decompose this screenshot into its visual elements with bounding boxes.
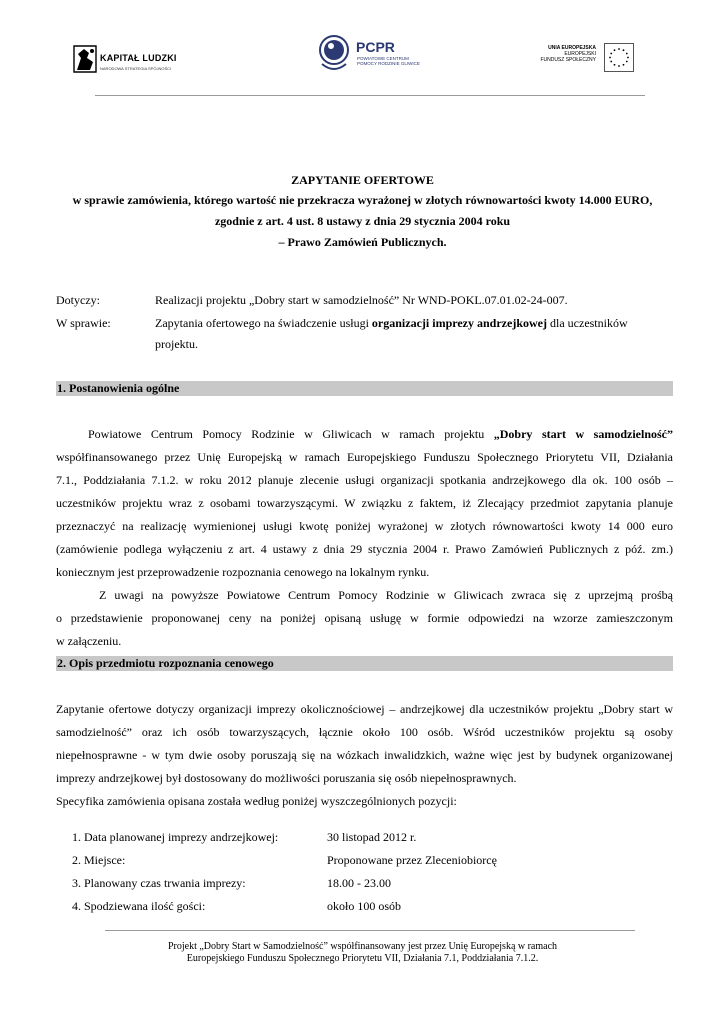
s1-p1-line2: współfinansowanego przez Unię Europejską w ramach Europejskiego Funduszu Społecznego Priorytetu VII, Działania bbox=[56, 450, 673, 464]
kapital-ludzki-subtitle: NARODOWA STRATEGIA SPÓJNOŚCI bbox=[100, 66, 172, 71]
dotyczy-label: Dotyczy: bbox=[56, 293, 100, 307]
section2-heading: 2. Opis przedmiotu rozpoznania cenowego bbox=[56, 656, 673, 671]
s1-p1-line1-bold: „Dobry start w samodzielność” bbox=[493, 427, 674, 441]
s1-p2-line3: w załączeniu. bbox=[56, 634, 122, 648]
title-line-4: – Prawo Zamówień Publicznych. bbox=[278, 235, 447, 249]
eu-flag-icon bbox=[604, 43, 634, 72]
s1-p1-line1-text: Powiatowe Centrum Pomocy Rodzinie w Gliwicach w ramach projektu bbox=[88, 427, 494, 441]
ue-line2: EUROPEJSKI bbox=[564, 51, 596, 57]
s1-p1-line4: uczestników projektu wraz z osobami towarzyszącymi. W związku z faktem, iż Zlecający przedmiot zapytania planuje bbox=[56, 496, 673, 510]
title-line-2: w sprawie zamówienia, którego wartość nie przekracza wyrażonej w złotych równowartości kwoty 14.000 EURO, bbox=[72, 193, 653, 207]
sprawie-value-line2: projektu. bbox=[155, 337, 198, 351]
pcpr-title: PCPR bbox=[356, 39, 395, 55]
s2-p1-line2: samodzielność” oraz ich osób towarzyszących, łącznie około 100 osób. Wśród uczestników projektu są osoby bbox=[56, 725, 673, 739]
s1-p1-line5: przeznaczyć na realizację wymienionej usługi kwotę poniżej wyrażonej w złotych równowartości kwoty 14 000 euro bbox=[56, 519, 673, 533]
sprawie-text-post: dla uczestników bbox=[547, 316, 628, 330]
s2-p1-line5: Specyfika zamówienia opisana została według poniżej wyszczególnionych pozycji: bbox=[56, 794, 457, 808]
s1-p2-line1: Z uwagi na powyższe Powiatowe Centrum Pomocy Rodzinie w Gliwicach zwraca się z uprzejmą prośbą bbox=[99, 588, 673, 602]
pcpr-subtitle bbox=[357, 56, 420, 66]
s1-p1-line6: (zamówienie podlega wyłączeniu z art. 4 ustawy z dnia 29 stycznia 2004 r. Prawo Zamówień Publicznych z póź. zm.) bbox=[56, 542, 673, 556]
sprawie-text-pre: Zapytania ofertowego na świadczenie usługi bbox=[155, 316, 372, 330]
list-item-value: około 100 osób bbox=[327, 899, 402, 913]
list-item-value: Proponowane przez Zleceniobiorcę bbox=[327, 853, 497, 867]
pcpr-emblem-icon bbox=[316, 34, 352, 74]
list-item-value: 18.00 - 23.00 bbox=[327, 876, 391, 890]
title-line-3: zgodnie z art. 4 ust. 8 ustawy z dnia 29 stycznia 2004 roku bbox=[214, 214, 511, 228]
sprawie-text-bold: organizacji imprezy andrzejkowej bbox=[371, 316, 547, 330]
section1-heading: 1. Postanowienia ogólne bbox=[56, 381, 673, 396]
pcpr-subtitle-line1: POWIATOWE CENTRUM bbox=[357, 56, 409, 61]
ue-line3: FUNDUSZ SPOŁECZNY bbox=[540, 57, 596, 63]
s1-p1-line7: koniecznym jest przeprowadzenie rozpoznania cenowego na lokalnym rynku. bbox=[56, 565, 430, 579]
header-divider bbox=[95, 95, 645, 96]
s2-p1-line1: Zapytanie ofertowe dotyczy organizacji imprezy okolicznościowej – andrzejkowej dla uczestników projektu „Dobry start w bbox=[56, 702, 673, 716]
footer-line1: Projekt „Dobry Start w Samodzielność” współfinansowany jest przez Unię Europejską w ramach bbox=[167, 941, 558, 952]
footer-divider bbox=[105, 930, 635, 931]
sprawie-value bbox=[155, 312, 628, 335]
pcpr-subtitle-line2: POMOCY RODZINIE GLIWICE bbox=[357, 61, 420, 66]
list-item-label: 3. Planowany czas trwania imprezy: bbox=[72, 876, 246, 890]
ue-line1: UNIA EUROPEJSKA bbox=[548, 45, 596, 51]
list-item-value: 30 listopad 2012 r. bbox=[327, 830, 417, 844]
list-item-label: 4. Spodziewana ilość gości: bbox=[72, 899, 206, 913]
s2-p1-line3: niepełnosprawne - w tym dwie osoby poruszają się na wózkach inwalidzkich, ważne więc jest by budynek organizowanej bbox=[56, 748, 673, 762]
dotyczy-value: Realizacji projektu „Dobry start w samodzielność” Nr WND-POKL.07.01.02-24-007. bbox=[155, 293, 568, 307]
s1-p1-line3: 7.1., Poddziałania 7.1.2. w roku 2012 planuje zlecenie usługi organizacji spotkania andrzejkowego dla ok. 100 osób – bbox=[56, 473, 673, 487]
kapital-ludzki-title: KAPITAŁ LUDZKI bbox=[100, 53, 177, 63]
list-item-label: 1. Data planowanej imprezy andrzejkowej: bbox=[72, 830, 279, 844]
footer-line2: Europejskiego Funduszu Społecznego Priorytetu VII, Działania 7.1, Poddziałania 7.1.2. bbox=[186, 953, 539, 964]
kapital-ludzki-emblem-icon bbox=[72, 44, 98, 74]
s1-p1-line1 bbox=[88, 423, 673, 446]
document-title: ZAPYTANIE OFERTOWE bbox=[291, 173, 434, 187]
s1-p2-line2: o przedstawienie proponowanej ceny na poniżej opisaną usługę w formie odpowiedzi na wzorze zamieszczonym bbox=[56, 611, 673, 625]
ue-text bbox=[540, 45, 596, 63]
pcpr-logo bbox=[316, 34, 352, 79]
list-item-label: 2. Miejsce: bbox=[72, 853, 126, 867]
sprawie-label: W sprawie: bbox=[56, 316, 111, 330]
s2-p1-line4: imprezy andrzejkowej był dostosowany do możliwości poruszania się osób niepełnosprawnych. bbox=[56, 771, 517, 785]
